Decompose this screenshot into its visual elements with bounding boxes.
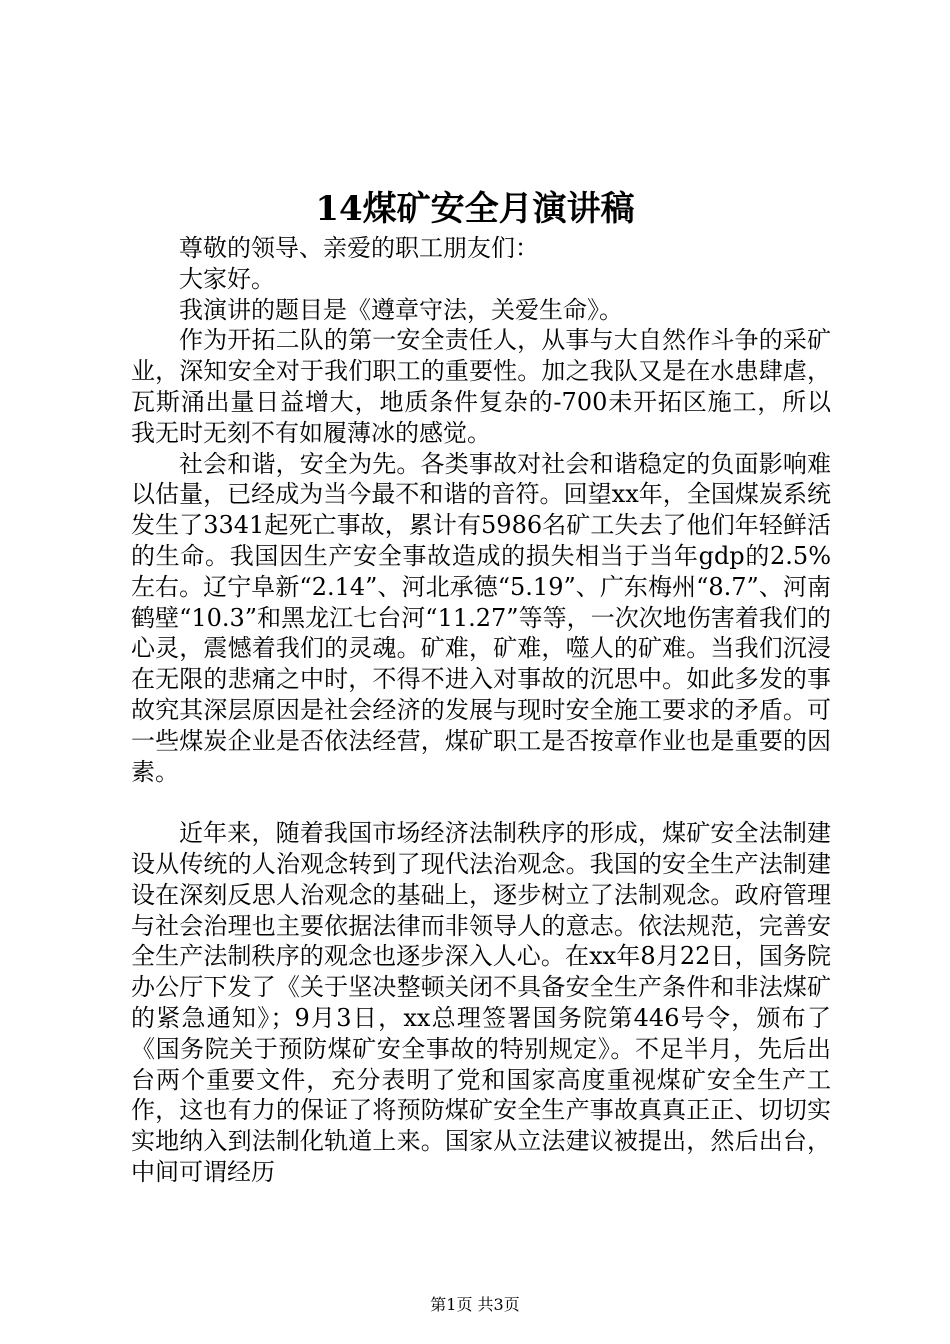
document-title: 14煤矿安全月演讲稿 bbox=[315, 189, 635, 229]
body-paragraph: 近年来，随着我国市场经济法制秩序的形成，煤矿安全法制建设从传统的人治观念转到了现代法治观念。我国的安全生产法制建设在深刻反思人治观念的基础上，逐步树立了法制观念。政府管理与社会治理也主要依据法律而非领导人的意志。依法规范，完善安全生产法制秩序的观念也逐步深入人心。在xx年8月22日，国务院办公厅下发了《关于坚决整顿关闭不具备安全生产条件和非法煤矿的紧急通知》；9月3日，xx总理签署国务院第446号令，颁布了《国务院关于预防煤矿安全事故的特别规定》。不足半月，先后出台两个重要文件，充分表明了党和国家高度重视煤矿安全生产工作，这也有力的保证了将预防煤矿安全生产事故真真正正、切切实实地纳入到法制化轨道上来。国家从立法建议被提出，然后出台，中间可谓经历 bbox=[131, 819, 831, 1186]
page-number-footer: 第1页 共3页 bbox=[430, 1295, 520, 1314]
body-paragraph: 社会和谐，安全为先。各类事故对社会和谐稳定的负面影响难以估量，已经成为当今最不和谐的音符。回望xx年，全国煤炭系统发生了3341起死亡事故，累计有5986名矿工失去了他们年轻鲜活的生命。我国因生产安全事故造成的损失相当于当年gdp的2.5%左右。辽宁阜新“2.14”、河北承德“5.19”、广东梅州“8.7”、河南鹤壁“10.3”和黑龙江七台河“11.27”等等，一次次地伤害着我们的心灵，震憾着我们的灵魂。矿难，矿难，噬人的矿难。当我们沉浸在无限的悲痛之中时，不得不进入对事故的沉思中。如此多发的事故究其深层原因是社会经济的发展与现时安全施工要求的矛盾。可一些煤炭企业是否依法经营，煤矿职工是否按章作业也是重要的因素。 bbox=[131, 449, 831, 786]
topic-paragraph: 我演讲的题目是《遵章守法，关爱生命》。 bbox=[179, 295, 623, 324]
salutation-paragraph: 尊敬的领导、亲爱的职工朋友们： bbox=[179, 234, 539, 262]
document-body bbox=[131, 233, 831, 1188]
body-paragraph: 作为开拓二队的第一安全责任人，从事与大自然作斗争的采矿业，深知安全对于我们职工的重要性。加之我队又是在水患肆虐，瓦斯涌出量日益增大，地质条件复杂的-700未开拓区施工，所以我无时无刻不有如履薄冰的感觉。 bbox=[131, 326, 831, 447]
greeting-paragraph: 大家好。 bbox=[179, 264, 275, 293]
